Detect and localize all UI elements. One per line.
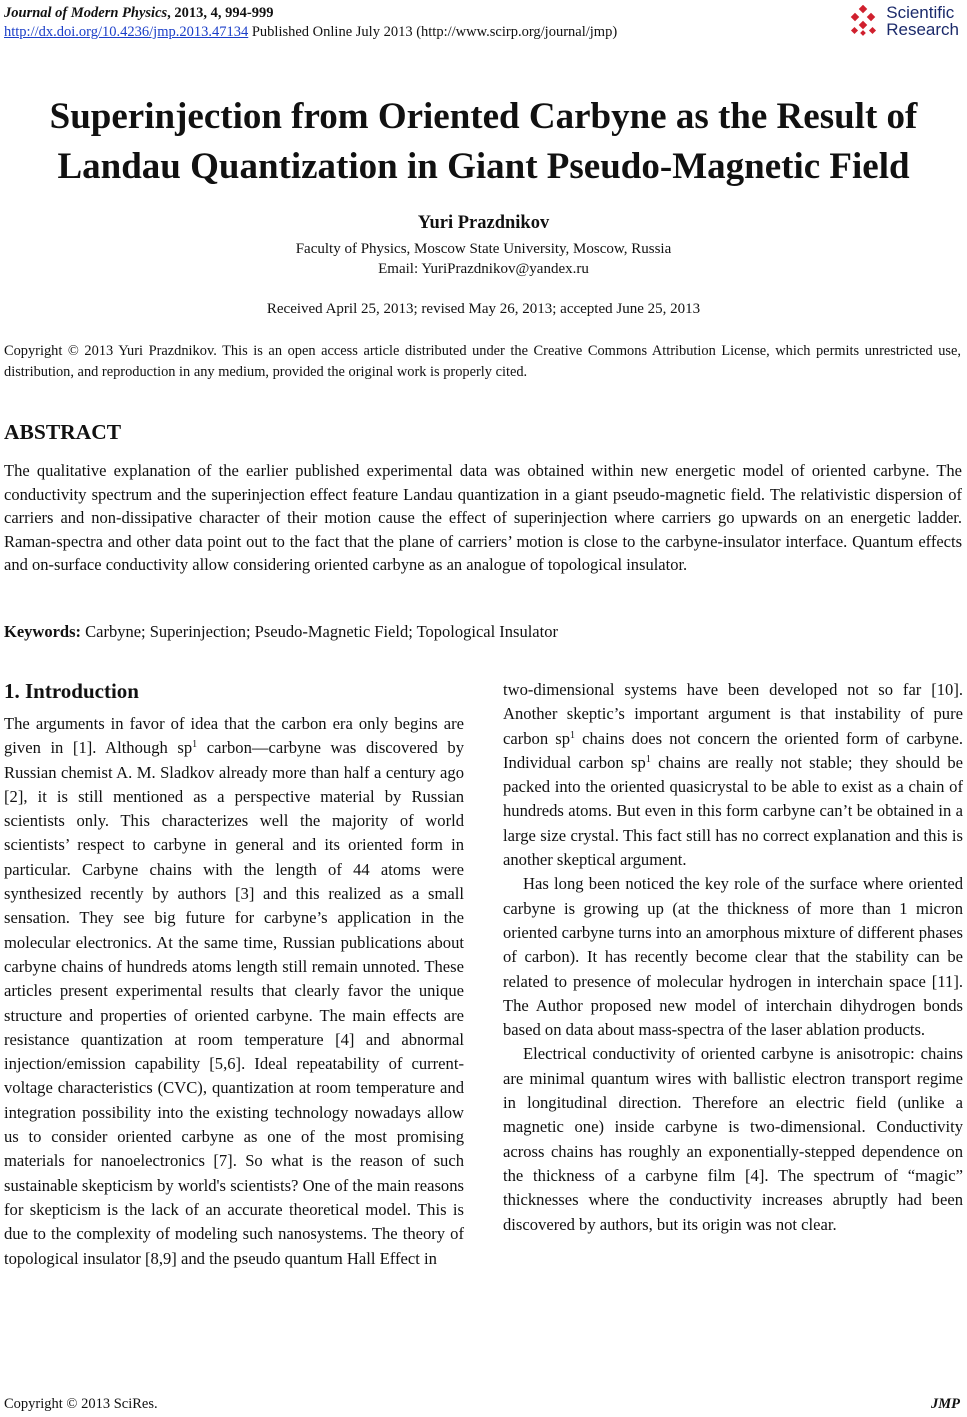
intro-paragraph-1-continued [503, 678, 963, 872]
footer-journal-abbrev: JMP [931, 1396, 960, 1412]
paper-title [0, 92, 967, 192]
superscript-1: 1 [192, 739, 198, 751]
abstract-text: The qualitative explanation of the earlier published experimental data was obtained within new energetic model of oriented carbyne. The conductivity spectrum and the superinjection effect feature Landau quantization in a giant pseudo-magnetic field. The relativistic dispersion of carriers and non-dissipative character of their motion cause the effect of superinjection where carriers go upwards on an energetic ladder. Raman-spectra and other data point out to the fact that the plane of carriers’ motion is close to the carbyne-insulator interface. Quantum effects and on-surface conductivity allow considering oriented carbyne as an analogue of topological insulator. [4, 461, 962, 574]
intro-paragraph-1 [4, 712, 464, 1271]
doi-link[interactable]: http://dx.doi.org/10.4236/jmp.2013.47134 [4, 24, 249, 40]
title-line-2: Landau Quantization in Giant Pseudo-Magnetic Field [57, 146, 910, 187]
published-online-text: Published Online July 2013 (http://www.scirp.org/journal/jmp) [248, 24, 618, 40]
keywords-label: Keywords: [4, 622, 81, 641]
section-heading-introduction: 1. Introduction [4, 679, 139, 703]
abstract-heading: ABSTRACT [4, 420, 122, 444]
intro-p1-part-e: chains are really not stable; they should be packed into the oriented quasicrystal to be able to exist as a chain of hundreds atoms. But even in this form carbyne can’t be obtained in a large size crystal. This fact still has no correct explanation and this is another skeptical argument. [503, 752, 964, 870]
intro-paragraph-2: Has long been noticed the key role of the surface where oriented carbyne is growing up (at the thickness of more than 1 micron oriented carbyne turns into an amorphous mixture of different phases of carbon). It has recently become clear that the stability can be related to presence of molecular hydrogen in interchain space [11]. The Author proposed new model of interchain dihydrogen bonds based on data about mass-spectra of the laser ablation products. [503, 874, 963, 1040]
publisher-name [886, 4, 959, 38]
author-email: Email: YuriPrazdnikov@yandex.ru [378, 261, 589, 277]
title-line-1: Superinjection from Oriented Carbyne as the Result of [49, 96, 918, 137]
journal-name: Journal of Modern Physics [4, 5, 168, 21]
scientific-research-logo-icon [848, 5, 880, 37]
author-affiliation [0, 239, 967, 279]
intro-paragraph-3: Electrical conductivity of oriented carbyne is anisotropic: chains are minimal quantum wires with ballistic electron transport regime in longitudinal direction. Therefore an electric field (unlike a magnetic one) inside carbyne is two-dimensional. Conductivity across chains has roughly an exponentially-stepped dependence on the thickness of a carbyne film [4]. The spectrum of “magic” thicknesses where the conductivity increases abruptly had been discovered by authors, but its origin was not clear. [503, 1044, 963, 1234]
publisher-name-line1: Scientific [886, 3, 955, 22]
publisher-name-line2: Research [886, 20, 959, 39]
page-footer [4, 1396, 960, 1413]
doi-line [4, 22, 959, 42]
intro-p1-part-a: The arguments in favor of idea that the carbon era only begins are given in [1]. Although sp [4, 714, 464, 758]
author-name: Yuri Prazdnikov [417, 213, 550, 233]
journal-header [4, 4, 959, 48]
intro-p1-part-b: carbon—carbyne was discovered by Russian chemist A. M. Sladkov already more than half a century ago [2], it is still mentioned as a perspective material by Russian scientists only. This characterizes well the majority of world scientists’ respect to carbyne in general and its oriented form in particular. Carbyne chains with the length of 44 atoms were synthesized recently by authors [3] and this realized as a small sensation. They see big future for carbyne’s application in the molecular electronics. At the same time, Russian publications about carbyne chains of hundreds atoms length still remain unnoted. These articles present experimental results that clearly favor the unique structure and properties of oriented carbyne. The main effects are resistance quantization at room temperature [4] and abnormal injection/emission capability [5,6]. Ideal repeatability of current-voltage characteristics (CVC), quantization at room temperature and integration possibility into the existing technology nowadays allow us to consider oriented carbyne as one of the most promising materials for nanoelectronics [7]. So what is the reason of such sustainable skepticism by world's scientists? One of the main reasons for skepticism is the lack of an accurate theoretical model. This is due to the complexity of modeling such nanosystems. The theory of topological insulator [8,9] and the pseudo quantum Hall Effect in [4, 738, 464, 1268]
journal-volume-info: , 2013, 4, 994-999 [167, 5, 274, 21]
keywords [4, 620, 962, 643]
received-dates: Received April 25, 2013; revised May 26, 2013; accepted June 25, 2013 [266, 301, 701, 317]
right-column [503, 678, 963, 1237]
superscript-2: 1 [570, 729, 576, 741]
journal-citation [4, 4, 959, 22]
affiliation-text: Faculty of Physics, Moscow State University, Moscow, Russia [295, 241, 672, 257]
keywords-text: Carbyne; Superinjection; Pseudo-Magnetic Field; Topological Insulator [81, 622, 558, 641]
copyright-notice: Copyright © 2013 Yuri Prazdnikov. This is an open access article distributed under the Creative Commons Attribution License, which permits unrestricted use, distribution, and reproduction in any medium, provided the original work is properly cited. [4, 343, 961, 380]
intro-p1-part-c: two-dimensional systems have been developed not so far [10]. Another skeptic’s important argument is that instability of pure carbon sp [503, 680, 963, 748]
left-column [4, 676, 464, 1271]
publisher-logo [848, 4, 959, 38]
intro-p1-part-d: chains does not concern the oriented form of carbyne. Individual carbon sp [503, 728, 963, 772]
superscript-3: 1 [645, 753, 651, 765]
footer-copyright: Copyright © 2013 SciRes. [4, 1396, 158, 1412]
